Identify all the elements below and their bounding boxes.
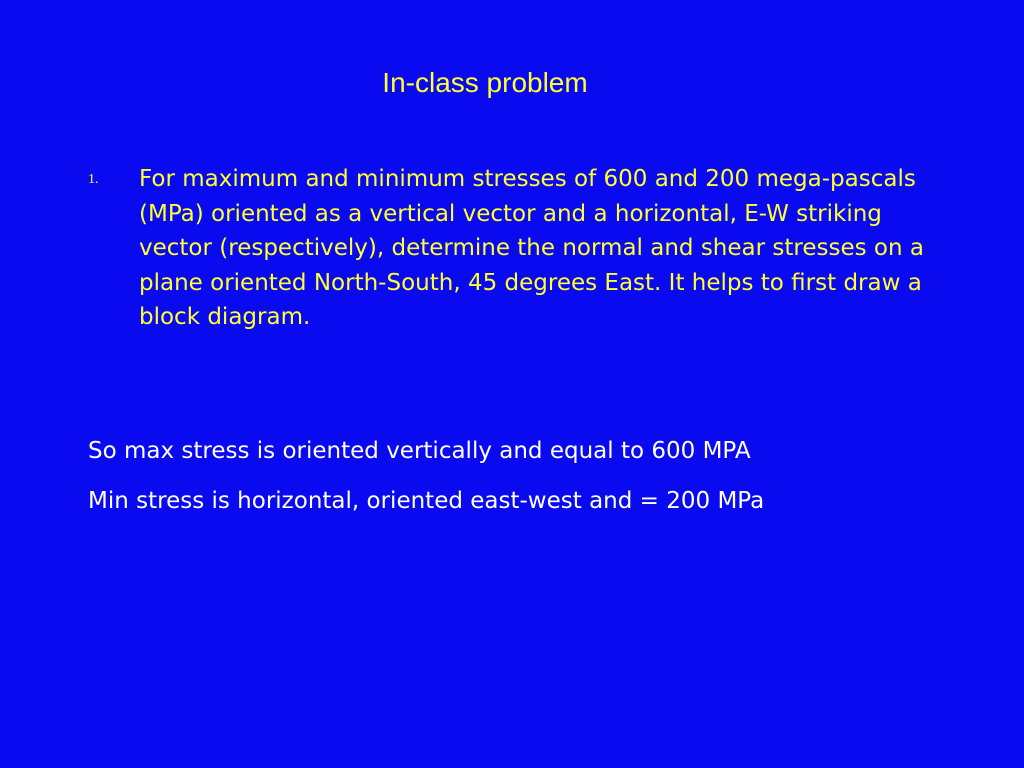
problem-text: For maximum and minimum stresses of 600 and 200 mega-pascals (MPa) oriented as a vertical vector and a horizontal, E-W striking vector (respectively), determine the normal and shear stresses on a plane oriented North-South, 45 degrees East. It helps to first draw a block diagram.	[139, 166, 924, 330]
note-min-stress: Min stress is horizontal, oriented east-west and = 200 MPa	[88, 488, 765, 514]
slide-title: In-class problem	[382, 67, 588, 98]
note-max-stress: So max stress is oriented vertically and equal to 600 MPA	[88, 438, 751, 464]
problem-item	[88, 162, 948, 335]
problem-number: 1.	[88, 172, 99, 187]
